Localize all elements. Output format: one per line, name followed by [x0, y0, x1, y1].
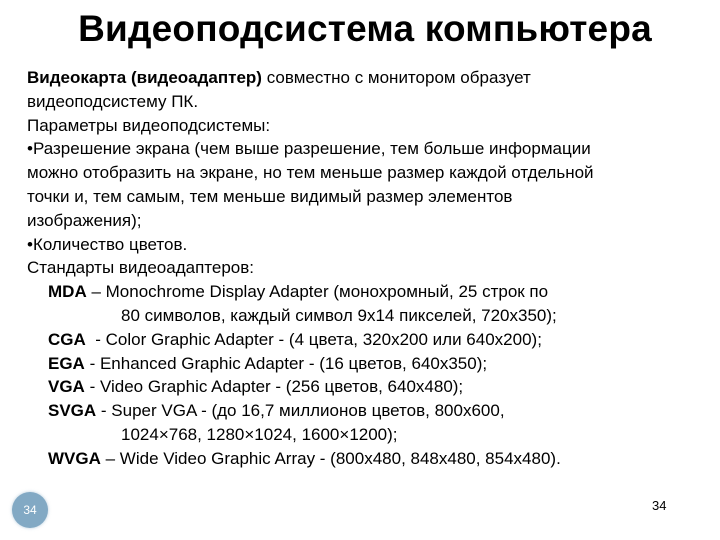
slide-title: Видеоподсистема компьютера [78, 8, 652, 49]
page-number: 34 [652, 498, 667, 513]
slide-number-badge [12, 492, 48, 528]
standard-name: WVGA [48, 448, 101, 468]
standard-name: CGA [48, 329, 86, 349]
standard-item-svga-cont: 1024×768, 1280×1024, 1600×1200); [121, 424, 398, 444]
params-heading: Параметры видеоподсистемы: [27, 115, 271, 135]
intro-text: совместно с монитором образует [261, 68, 531, 87]
standard-name: SVGA [48, 401, 97, 421]
standard-item-mda-cont: 80 символов, каждый символ 9x14 пикселей, 720x350); [121, 305, 557, 325]
intro-line-2: видеоподсистему ПК. [27, 91, 199, 111]
standards-heading: Стандарты видеоадаптеров: [27, 258, 255, 278]
standard-desc: – Monochrome Display Adapter (монохромный, 25 строк по [86, 282, 549, 302]
standard-item-mda [48, 280, 720, 304]
standard-desc: - Enhanced Graphic Adapter - (16 цветов, 640x350); [84, 353, 488, 373]
standard-desc: - Super VGA - (до 16,7 миллионов цветов, 800x600, [96, 401, 505, 421]
standard-name: VGA [48, 377, 85, 397]
bullet-resolution-line-3: точки и, тем самым, тем меньше видимый размер элементов [27, 186, 513, 206]
intro-bold-term: Видеокарта (видеоадаптер) [27, 68, 262, 87]
bullet-colors: •Количество цветов. [27, 234, 188, 254]
standard-item-svga [48, 399, 720, 423]
slide-number-badge-text: 34 [23, 503, 37, 517]
standard-desc: – Wide Video Graphic Array - (800x480, 848x480, 854x480). [100, 448, 561, 468]
standard-item-vga [48, 375, 720, 399]
standard-desc: - Color Graphic Adapter - (4 цвета, 320x200 или 640x200); [85, 329, 542, 349]
bullet-resolution-line-4: изображения); [27, 210, 142, 230]
intro-line-1 [27, 66, 717, 90]
standard-name: MDA [48, 282, 87, 302]
slide-body [27, 66, 717, 471]
standard-item-cga [48, 328, 720, 352]
standard-name: EGA [48, 353, 85, 373]
standard-desc: - Video Graphic Adapter - (256 цветов, 640x480); [84, 377, 464, 397]
standard-item-wvga [48, 447, 720, 471]
standard-item-ega [48, 352, 720, 376]
bullet-resolution-line-1: •Разрешение экрана (чем выше разрешение, тем больше информации [27, 139, 591, 159]
bullet-resolution-line-2: можно отобразить на экране, но тем меньше размер каждой отдельной [27, 163, 594, 183]
